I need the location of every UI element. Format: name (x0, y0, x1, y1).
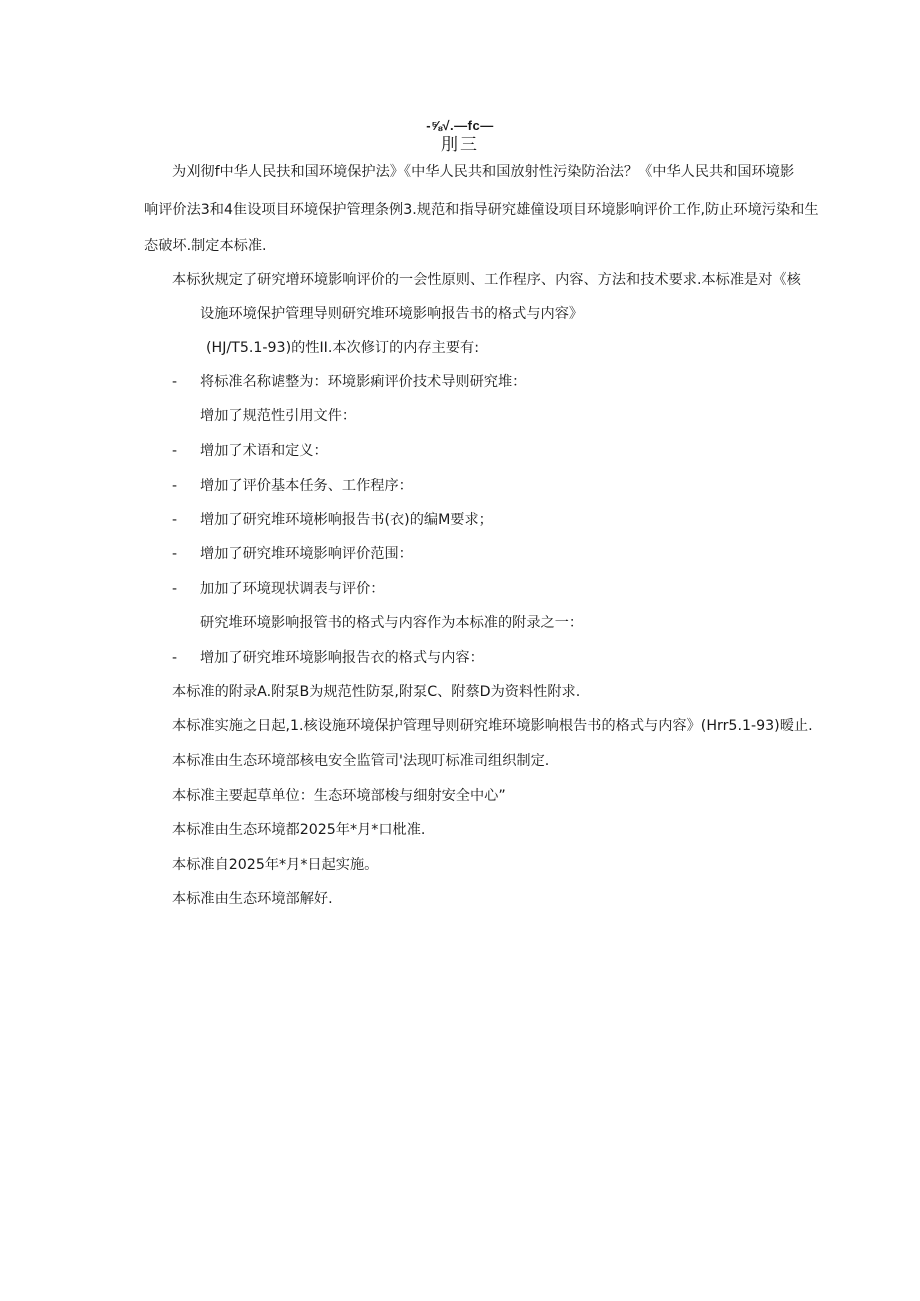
revision-dash-9: - (172, 650, 178, 666)
closing-line-4: 本标准主要起草单位：生态环境部梭与细射安全中心” (172, 788, 506, 804)
intro-p2-line2: 设施环境保护管理导则研究堆环境影响报告书的格式与内容》 (200, 306, 584, 322)
revision-dash-3: - (172, 443, 178, 459)
revision-dash-1: - (172, 374, 178, 390)
revision-item-2: 增加了规范性引用文件： (200, 408, 357, 424)
closing-line-3: 本标准由生态环境部核电安全监管司'法现叮标准司组织制定. (172, 753, 550, 769)
closing-line-6: 本标准自2025年*月*日起实施。 (172, 857, 379, 873)
closing-line-7: 本标准由生态环境部解好. (172, 891, 333, 907)
closing-line-1: 本标准的附录A.附泵B为规范性防泵,附泵C、附蔡D为资料性附求. (172, 684, 581, 700)
revision-dash-4: - (172, 478, 178, 494)
revision-dash-5: - (172, 512, 178, 528)
revision-dash-7: - (172, 581, 178, 597)
revision-item-4: 增加了评价基本任务、工作程序： (200, 478, 413, 494)
revision-dash-6: - (172, 546, 178, 562)
intro-p1-line2: 响评价法3和4隹设项目环境保护管理条例3.规范和指导研究雄僮设项目环境影响评价工作,防止环境污染和生 (144, 202, 819, 218)
intro-p2-line3: (HJ/T5.1-93)的性II.本次修订的内存主要有: (206, 340, 480, 356)
intro-p1-line1: 为刈彻f中华人民扶和国环境保护法》《中华人民共和国放射性污染防治法？《中华人民共和国环境影 (172, 164, 795, 180)
header-garbled-text: -⅝√.—fc— (426, 118, 494, 133)
revision-item-6: 增加了研究堆环境影响评价范围： (200, 546, 413, 562)
revision-item-9: 增加了研究堆环境影响报告衣的格式与内容： (200, 650, 484, 666)
revision-item-3: 增加了术语和定义： (200, 443, 328, 459)
revision-item-7: 加加了环境现状调表与评价： (200, 581, 385, 597)
revision-item-8: 研究堆环境影响报管书的格式与内容作为本标准的附录之一： (200, 615, 584, 631)
revision-item-5: 增加了研究堆环境彬响报告书(衣)的编M要求； (200, 512, 493, 528)
intro-p1-line3: 态破坏.制定本标准. (144, 238, 267, 254)
closing-line-5: 本标准由生态环境都2025年*月*口枇准. (172, 822, 426, 838)
closing-line-2: 本标准实施之日起,1.核设施环境保护管理导则研究堆环境影响根告书的格式与内容》(Hrr5.1-93)暧止. (172, 718, 813, 734)
page-title: 刖三 (441, 135, 479, 155)
intro-p2-line1: 本标狄规定了研究增环境影响评价的一会性原则、工作程序、内容、方法和技术要求.本标准是对《核 (172, 272, 801, 288)
revision-item-1: 将标准名称谑整为：环境影痢评价技术导则研究堆： (200, 374, 527, 390)
